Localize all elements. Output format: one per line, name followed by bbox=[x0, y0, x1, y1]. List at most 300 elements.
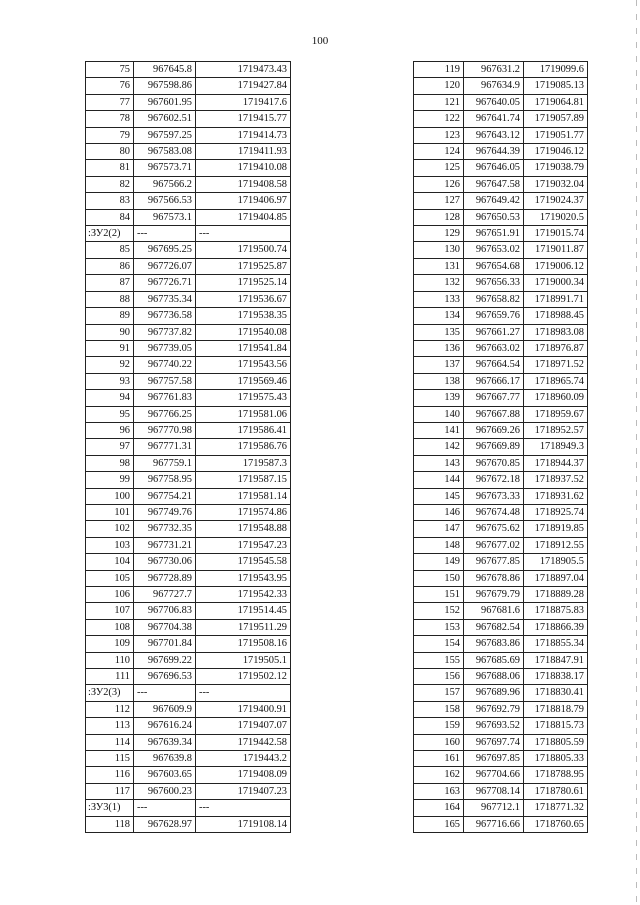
x-coordinate-cell: 967640.05 bbox=[464, 94, 524, 110]
y-coordinate-cell: 1718771.32 bbox=[524, 800, 588, 816]
x-coordinate-cell: 967681.6 bbox=[464, 603, 524, 619]
x-coordinate-cell: 967669.89 bbox=[464, 439, 524, 455]
point-number-cell: 120 bbox=[414, 78, 464, 94]
point-number-cell: 83 bbox=[86, 193, 134, 209]
x-coordinate-cell: 967737.82 bbox=[134, 324, 196, 340]
table-row bbox=[414, 390, 588, 406]
x-coordinate-cell: 967659.76 bbox=[464, 308, 524, 324]
y-coordinate-cell: 1718944.37 bbox=[524, 455, 588, 471]
point-number-cell: 157 bbox=[414, 685, 464, 701]
x-coordinate-cell: 967639.8 bbox=[134, 751, 196, 767]
y-coordinate-cell: 1719505.1 bbox=[196, 652, 291, 668]
y-coordinate-cell: 1719085.13 bbox=[524, 78, 588, 94]
table-row bbox=[414, 669, 588, 685]
x-coordinate-cell: 967704.38 bbox=[134, 619, 196, 635]
y-coordinate-cell: 1718780.61 bbox=[524, 783, 588, 799]
y-coordinate-cell: 1719057.89 bbox=[524, 111, 588, 127]
y-coordinate-cell: 1718788.95 bbox=[524, 767, 588, 783]
point-number-cell: 132 bbox=[414, 275, 464, 291]
table-row bbox=[414, 373, 588, 389]
x-coordinate-cell: 967749.76 bbox=[134, 504, 196, 520]
point-number-cell: 98 bbox=[86, 455, 134, 471]
x-coordinate-cell: 967649.42 bbox=[464, 193, 524, 209]
point-number-cell: 122 bbox=[414, 111, 464, 127]
table-row bbox=[414, 176, 588, 192]
point-number-cell: 104 bbox=[86, 554, 134, 570]
x-coordinate-cell: 967701.84 bbox=[134, 636, 196, 652]
y-coordinate-cell: 1719427.84 bbox=[196, 78, 291, 94]
table-row bbox=[414, 701, 588, 717]
y-coordinate-cell: 1718952.57 bbox=[524, 422, 588, 438]
x-coordinate-cell: 967740.22 bbox=[134, 357, 196, 373]
x-coordinate-cell: 967658.82 bbox=[464, 291, 524, 307]
table-row bbox=[414, 406, 588, 422]
table-row bbox=[414, 783, 588, 799]
table-row bbox=[414, 537, 588, 553]
x-coordinate-cell: 967601.95 bbox=[134, 94, 196, 110]
point-number-cell: :ЗУ2(2) bbox=[86, 226, 134, 242]
point-number-cell: 131 bbox=[414, 258, 464, 274]
point-number-cell: 145 bbox=[414, 488, 464, 504]
x-coordinate-cell: 967735.34 bbox=[134, 291, 196, 307]
point-number-cell: 121 bbox=[414, 94, 464, 110]
y-coordinate-cell: 1719099.6 bbox=[524, 62, 588, 78]
x-coordinate-cell: 967697.85 bbox=[464, 751, 524, 767]
table-row bbox=[414, 62, 588, 78]
x-coordinate-cell: 967628.97 bbox=[134, 816, 196, 832]
table-row bbox=[86, 242, 291, 258]
table-row bbox=[414, 603, 588, 619]
point-number-cell: 138 bbox=[414, 373, 464, 389]
y-coordinate-cell: 1719511.29 bbox=[196, 619, 291, 635]
table-row bbox=[414, 422, 588, 438]
point-number-cell: 133 bbox=[414, 291, 464, 307]
y-coordinate-cell: 1719586.76 bbox=[196, 439, 291, 455]
table-row bbox=[414, 193, 588, 209]
table-row bbox=[86, 209, 291, 225]
x-coordinate-cell: 967689.96 bbox=[464, 685, 524, 701]
point-number-cell: 125 bbox=[414, 160, 464, 176]
x-coordinate-cell: 967699.22 bbox=[134, 652, 196, 668]
table-row bbox=[414, 127, 588, 143]
y-coordinate-cell: 1719108.14 bbox=[196, 816, 291, 832]
point-number-cell: 115 bbox=[86, 751, 134, 767]
y-coordinate-cell: 1718971.52 bbox=[524, 357, 588, 373]
point-number-cell: 136 bbox=[414, 340, 464, 356]
page-number: 100 bbox=[311, 35, 329, 47]
table-row bbox=[86, 324, 291, 340]
y-coordinate-cell: 1719000.34 bbox=[524, 275, 588, 291]
y-coordinate-cell: 1719575.43 bbox=[196, 390, 291, 406]
table-row bbox=[86, 587, 291, 603]
table-row bbox=[414, 504, 588, 520]
point-number-cell: 163 bbox=[414, 783, 464, 799]
table-row bbox=[414, 685, 588, 701]
x-coordinate-cell: 967692.79 bbox=[464, 701, 524, 717]
point-number-cell: 165 bbox=[414, 816, 464, 832]
x-coordinate-cell: 967677.02 bbox=[464, 537, 524, 553]
table-row bbox=[414, 472, 588, 488]
table-row bbox=[86, 537, 291, 553]
table-row bbox=[86, 94, 291, 110]
x-coordinate-cell: 967598.86 bbox=[134, 78, 196, 94]
point-number-cell: 103 bbox=[86, 537, 134, 553]
y-coordinate-cell: 1719508.16 bbox=[196, 636, 291, 652]
point-number-cell: 117 bbox=[86, 783, 134, 799]
table-row bbox=[86, 291, 291, 307]
table-row bbox=[414, 439, 588, 455]
x-coordinate-cell: 967600.23 bbox=[134, 783, 196, 799]
table-row bbox=[86, 521, 291, 537]
point-number-cell: 116 bbox=[86, 767, 134, 783]
point-number-cell: 144 bbox=[414, 472, 464, 488]
x-coordinate-cell: 967597.25 bbox=[134, 127, 196, 143]
point-number-cell: 96 bbox=[86, 422, 134, 438]
y-coordinate-cell: 1719545.58 bbox=[196, 554, 291, 570]
y-coordinate-cell: 1719408.58 bbox=[196, 176, 291, 192]
y-coordinate-cell: 1719548.88 bbox=[196, 521, 291, 537]
y-coordinate-cell: 1719406.97 bbox=[196, 193, 291, 209]
y-coordinate-cell: 1719404.85 bbox=[196, 209, 291, 225]
x-coordinate-cell: 967706.83 bbox=[134, 603, 196, 619]
section-separator-row bbox=[86, 800, 291, 816]
x-coordinate-cell: 967730.06 bbox=[134, 554, 196, 570]
point-number-cell: 156 bbox=[414, 669, 464, 685]
table-row bbox=[86, 193, 291, 209]
y-coordinate-cell: 1719015.74 bbox=[524, 226, 588, 242]
point-number-cell: 134 bbox=[414, 308, 464, 324]
x-coordinate-cell: 967663.02 bbox=[464, 340, 524, 356]
x-coordinate-cell: 967639.34 bbox=[134, 734, 196, 750]
y-coordinate-cell: --- bbox=[196, 800, 291, 816]
table-row bbox=[86, 373, 291, 389]
x-coordinate-cell: 967603.65 bbox=[134, 767, 196, 783]
table-row bbox=[414, 340, 588, 356]
table-row bbox=[86, 636, 291, 652]
y-coordinate-cell: 1719543.56 bbox=[196, 357, 291, 373]
table-row bbox=[86, 751, 291, 767]
table-row bbox=[414, 160, 588, 176]
table-row bbox=[414, 734, 588, 750]
x-coordinate-cell: 967650.53 bbox=[464, 209, 524, 225]
table-row bbox=[86, 62, 291, 78]
y-coordinate-cell: 1719032.04 bbox=[524, 176, 588, 192]
point-number-cell: 85 bbox=[86, 242, 134, 258]
y-coordinate-cell: 1719543.95 bbox=[196, 570, 291, 586]
point-number-cell: 77 bbox=[86, 94, 134, 110]
point-number-cell: 89 bbox=[86, 308, 134, 324]
point-number-cell: 152 bbox=[414, 603, 464, 619]
y-coordinate-cell: 1718965.74 bbox=[524, 373, 588, 389]
table-row bbox=[414, 144, 588, 160]
x-coordinate-cell: 967677.85 bbox=[464, 554, 524, 570]
point-number-cell: 82 bbox=[86, 176, 134, 192]
y-coordinate-cell: 1718937.52 bbox=[524, 472, 588, 488]
x-coordinate-cell: 967566.53 bbox=[134, 193, 196, 209]
y-coordinate-cell: 1718976.87 bbox=[524, 340, 588, 356]
point-number-cell: :ЗУ2(3) bbox=[86, 685, 134, 701]
y-coordinate-cell: 1718838.17 bbox=[524, 669, 588, 685]
y-coordinate-cell: 1718988.45 bbox=[524, 308, 588, 324]
y-coordinate-cell: 1719442.58 bbox=[196, 734, 291, 750]
x-coordinate-cell: 967643.12 bbox=[464, 127, 524, 143]
table-row bbox=[414, 324, 588, 340]
point-number-cell: :ЗУ3(1) bbox=[86, 800, 134, 816]
y-coordinate-cell: 1719581.06 bbox=[196, 406, 291, 422]
table-row bbox=[414, 619, 588, 635]
table-row bbox=[414, 636, 588, 652]
x-coordinate-cell: 967602.51 bbox=[134, 111, 196, 127]
x-coordinate-cell: 967609.9 bbox=[134, 701, 196, 717]
x-coordinate-cell: 967670.85 bbox=[464, 455, 524, 471]
x-coordinate-cell: 967683.86 bbox=[464, 636, 524, 652]
point-number-cell: 151 bbox=[414, 587, 464, 603]
y-coordinate-cell: 1719006.12 bbox=[524, 258, 588, 274]
x-coordinate-cell: 967645.8 bbox=[134, 62, 196, 78]
x-coordinate-cell: --- bbox=[134, 226, 196, 242]
point-number-cell: 158 bbox=[414, 701, 464, 717]
table-row bbox=[414, 767, 588, 783]
x-coordinate-cell: 967731.21 bbox=[134, 537, 196, 553]
x-coordinate-cell: 967651.91 bbox=[464, 226, 524, 242]
x-coordinate-cell: 967631.2 bbox=[464, 62, 524, 78]
x-coordinate-cell: 967573.1 bbox=[134, 209, 196, 225]
table-row bbox=[86, 111, 291, 127]
point-number-cell: 88 bbox=[86, 291, 134, 307]
y-coordinate-cell: 1718815.73 bbox=[524, 718, 588, 734]
point-number-cell: 108 bbox=[86, 619, 134, 635]
y-coordinate-cell: 1719020.5 bbox=[524, 209, 588, 225]
table-row bbox=[86, 504, 291, 520]
point-number-cell: 118 bbox=[86, 816, 134, 832]
table-row bbox=[414, 226, 588, 242]
y-coordinate-cell: 1719011.87 bbox=[524, 242, 588, 258]
point-number-cell: 149 bbox=[414, 554, 464, 570]
section-separator-row bbox=[86, 685, 291, 701]
table-row bbox=[86, 439, 291, 455]
y-coordinate-cell: 1719038.79 bbox=[524, 160, 588, 176]
y-coordinate-cell: 1719502.12 bbox=[196, 669, 291, 685]
x-coordinate-cell: 967757.58 bbox=[134, 373, 196, 389]
point-number-cell: 150 bbox=[414, 570, 464, 586]
table-row bbox=[86, 734, 291, 750]
point-number-cell: 143 bbox=[414, 455, 464, 471]
table-row bbox=[86, 816, 291, 832]
y-coordinate-cell: 1718925.74 bbox=[524, 504, 588, 520]
point-number-cell: 106 bbox=[86, 587, 134, 603]
y-coordinate-cell: 1719051.77 bbox=[524, 127, 588, 143]
point-number-cell: 154 bbox=[414, 636, 464, 652]
x-coordinate-cell: 967656.33 bbox=[464, 275, 524, 291]
point-number-cell: 160 bbox=[414, 734, 464, 750]
coordinates-table-left bbox=[85, 61, 291, 833]
y-coordinate-cell: 1718875.83 bbox=[524, 603, 588, 619]
table-row bbox=[414, 357, 588, 373]
table-row bbox=[86, 406, 291, 422]
y-coordinate-cell: 1718959.67 bbox=[524, 406, 588, 422]
x-coordinate-cell: 967661.27 bbox=[464, 324, 524, 340]
table-row bbox=[414, 209, 588, 225]
x-coordinate-cell: 967678.86 bbox=[464, 570, 524, 586]
point-number-cell: 124 bbox=[414, 144, 464, 160]
table-row bbox=[414, 800, 588, 816]
point-number-cell: 159 bbox=[414, 718, 464, 734]
x-coordinate-cell: 967726.71 bbox=[134, 275, 196, 291]
y-coordinate-cell: 1719525.87 bbox=[196, 258, 291, 274]
table-row bbox=[86, 570, 291, 586]
table-row bbox=[414, 275, 588, 291]
table-row bbox=[414, 521, 588, 537]
point-number-cell: 81 bbox=[86, 160, 134, 176]
y-coordinate-cell: 1719586.41 bbox=[196, 422, 291, 438]
point-number-cell: 80 bbox=[86, 144, 134, 160]
y-coordinate-cell: 1718805.33 bbox=[524, 751, 588, 767]
y-coordinate-cell: 1719587.3 bbox=[196, 455, 291, 471]
y-coordinate-cell: 1718805.59 bbox=[524, 734, 588, 750]
table-row bbox=[86, 472, 291, 488]
table-row bbox=[414, 258, 588, 274]
table-row bbox=[86, 340, 291, 356]
point-number-cell: 142 bbox=[414, 439, 464, 455]
point-number-cell: 97 bbox=[86, 439, 134, 455]
x-coordinate-cell: 967667.77 bbox=[464, 390, 524, 406]
table-row bbox=[86, 718, 291, 734]
point-number-cell: 114 bbox=[86, 734, 134, 750]
point-number-cell: 140 bbox=[414, 406, 464, 422]
x-coordinate-cell: 967646.05 bbox=[464, 160, 524, 176]
table-row bbox=[86, 652, 291, 668]
point-number-cell: 102 bbox=[86, 521, 134, 537]
x-coordinate-cell: 967673.33 bbox=[464, 488, 524, 504]
y-coordinate-cell: 1718818.79 bbox=[524, 701, 588, 717]
point-number-cell: 78 bbox=[86, 111, 134, 127]
x-coordinate-cell: 967736.58 bbox=[134, 308, 196, 324]
x-coordinate-cell: 967634.9 bbox=[464, 78, 524, 94]
table-row bbox=[414, 570, 588, 586]
point-number-cell: 75 bbox=[86, 62, 134, 78]
x-coordinate-cell: 967716.66 bbox=[464, 816, 524, 832]
table-row bbox=[86, 390, 291, 406]
point-number-cell: 127 bbox=[414, 193, 464, 209]
coordinates-table-right bbox=[413, 61, 588, 833]
point-number-cell: 126 bbox=[414, 176, 464, 192]
table-row bbox=[86, 603, 291, 619]
x-coordinate-cell: 967669.26 bbox=[464, 422, 524, 438]
y-coordinate-cell: --- bbox=[196, 685, 291, 701]
x-coordinate-cell: 967712.1 bbox=[464, 800, 524, 816]
y-coordinate-cell: 1719407.07 bbox=[196, 718, 291, 734]
table-row bbox=[86, 488, 291, 504]
y-coordinate-cell: 1719408.09 bbox=[196, 767, 291, 783]
x-coordinate-cell: 967573.71 bbox=[134, 160, 196, 176]
x-coordinate-cell: 967674.48 bbox=[464, 504, 524, 520]
y-coordinate-cell: 1718931.62 bbox=[524, 488, 588, 504]
table-row bbox=[414, 242, 588, 258]
y-coordinate-cell: 1719417.6 bbox=[196, 94, 291, 110]
x-coordinate-cell: 967695.25 bbox=[134, 242, 196, 258]
point-number-cell: 110 bbox=[86, 652, 134, 668]
point-number-cell: 119 bbox=[414, 62, 464, 78]
x-coordinate-cell: 967654.68 bbox=[464, 258, 524, 274]
y-coordinate-cell: 1718949.3 bbox=[524, 439, 588, 455]
point-number-cell: 93 bbox=[86, 373, 134, 389]
x-coordinate-cell: 967728.89 bbox=[134, 570, 196, 586]
y-coordinate-cell: 1719415.77 bbox=[196, 111, 291, 127]
table-row bbox=[86, 455, 291, 471]
x-coordinate-cell: 967758.95 bbox=[134, 472, 196, 488]
x-coordinate-cell: 967766.25 bbox=[134, 406, 196, 422]
x-coordinate-cell: 967739.05 bbox=[134, 340, 196, 356]
point-number-cell: 146 bbox=[414, 504, 464, 520]
point-number-cell: 79 bbox=[86, 127, 134, 143]
point-number-cell: 84 bbox=[86, 209, 134, 225]
point-number-cell: 107 bbox=[86, 603, 134, 619]
table-row bbox=[86, 258, 291, 274]
point-number-cell: 141 bbox=[414, 422, 464, 438]
table-row bbox=[86, 701, 291, 717]
y-coordinate-cell: 1718830.41 bbox=[524, 685, 588, 701]
point-number-cell: 101 bbox=[86, 504, 134, 520]
y-coordinate-cell: --- bbox=[196, 226, 291, 242]
point-number-cell: 109 bbox=[86, 636, 134, 652]
point-number-cell: 87 bbox=[86, 275, 134, 291]
table-row bbox=[414, 308, 588, 324]
table-row bbox=[414, 652, 588, 668]
y-coordinate-cell: 1719574.86 bbox=[196, 504, 291, 520]
x-coordinate-cell: 967761.83 bbox=[134, 390, 196, 406]
point-number-cell: 91 bbox=[86, 340, 134, 356]
y-coordinate-cell: 1719414.73 bbox=[196, 127, 291, 143]
x-coordinate-cell: 967653.02 bbox=[464, 242, 524, 258]
point-number-cell: 129 bbox=[414, 226, 464, 242]
x-coordinate-cell: 967697.74 bbox=[464, 734, 524, 750]
y-coordinate-cell: 1719410.08 bbox=[196, 160, 291, 176]
x-coordinate-cell: 967754.21 bbox=[134, 488, 196, 504]
table-row bbox=[86, 176, 291, 192]
table-row bbox=[414, 816, 588, 832]
y-coordinate-cell: 1719536.67 bbox=[196, 291, 291, 307]
y-coordinate-cell: 1719581.14 bbox=[196, 488, 291, 504]
table-row bbox=[414, 291, 588, 307]
y-coordinate-cell: 1719411.93 bbox=[196, 144, 291, 160]
y-coordinate-cell: 1718905.5 bbox=[524, 554, 588, 570]
x-coordinate-cell: 967667.88 bbox=[464, 406, 524, 422]
x-coordinate-cell: 967583.08 bbox=[134, 144, 196, 160]
y-coordinate-cell: 1719569.46 bbox=[196, 373, 291, 389]
table-row bbox=[86, 308, 291, 324]
y-coordinate-cell: 1719046.12 bbox=[524, 144, 588, 160]
point-number-cell: 113 bbox=[86, 718, 134, 734]
y-coordinate-cell: 1718760.65 bbox=[524, 816, 588, 832]
table-row bbox=[86, 554, 291, 570]
x-coordinate-cell: 967641.74 bbox=[464, 111, 524, 127]
point-number-cell: 148 bbox=[414, 537, 464, 553]
table-row bbox=[86, 783, 291, 799]
y-coordinate-cell: 1719525.14 bbox=[196, 275, 291, 291]
y-coordinate-cell: 1718866.39 bbox=[524, 619, 588, 635]
y-coordinate-cell: 1719541.84 bbox=[196, 340, 291, 356]
point-number-cell: 135 bbox=[414, 324, 464, 340]
table-row bbox=[414, 554, 588, 570]
x-coordinate-cell: 967771.31 bbox=[134, 439, 196, 455]
x-coordinate-cell: 967672.18 bbox=[464, 472, 524, 488]
x-coordinate-cell: 967693.52 bbox=[464, 718, 524, 734]
point-number-cell: 95 bbox=[86, 406, 134, 422]
x-coordinate-cell: --- bbox=[134, 800, 196, 816]
point-number-cell: 86 bbox=[86, 258, 134, 274]
y-coordinate-cell: 1719538.35 bbox=[196, 308, 291, 324]
point-number-cell: 130 bbox=[414, 242, 464, 258]
